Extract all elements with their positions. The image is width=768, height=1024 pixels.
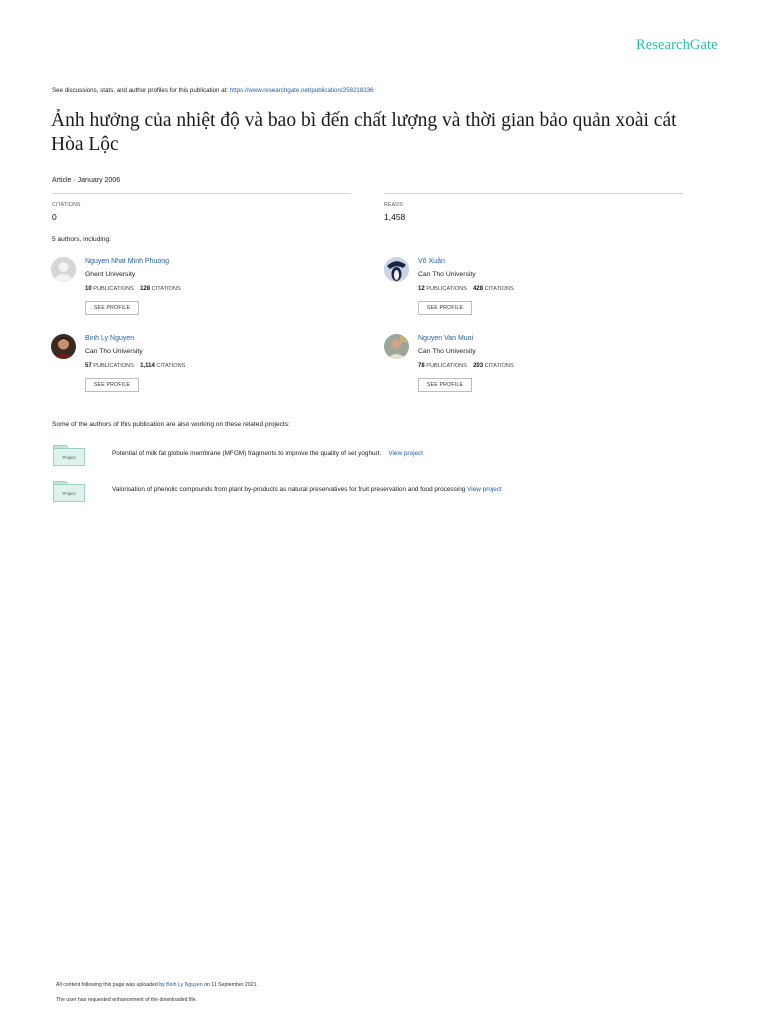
projects-heading: Some of the authors of this publication are also working on these related projects:	[52, 421, 290, 428]
citations-label: CITATIONS	[52, 202, 81, 208]
author-institution: Can Tho University	[418, 348, 476, 355]
see-profile-button[interactable]: SEE PROFILE	[85, 301, 139, 315]
divider-right	[384, 193, 683, 194]
author-institution: Ghent University	[85, 271, 136, 278]
upload-notice-suffix: on 11 September 2021.	[204, 982, 258, 988]
project-badge: Project	[53, 448, 85, 466]
article-meta: Article · January 2006	[52, 177, 121, 184]
project-title: Valorisation of phenolic compounds from plant by-products as natural preservatives for fruit preservation and food processing	[112, 486, 466, 493]
project-folder-icon	[53, 481, 85, 503]
citations-count: 428	[473, 286, 484, 292]
publications-label: PUBLICATIONS	[93, 286, 134, 292]
publications-label: PUBLICATIONS	[426, 363, 467, 369]
default-avatar-icon[interactable]	[51, 257, 76, 282]
see-profile-button[interactable]: SEE PROFILE	[85, 378, 139, 392]
publication-url-link[interactable]: https://www.researchgate.net/publication/258218336	[229, 87, 374, 94]
citations-label: CITATIONS	[484, 363, 514, 369]
author-name[interactable]: Nguyen Nhat Minh Phuong	[85, 258, 170, 265]
project-title: Potential of milk fat globule membrane (MFGM) fragments to improve the quality of set yoghurt.	[112, 450, 382, 457]
publications-count: 10	[85, 286, 92, 292]
project-folder-icon	[53, 445, 85, 467]
publications-count: 57	[85, 363, 92, 369]
author-stats	[85, 363, 185, 369]
project-text-line	[112, 486, 502, 493]
author-card	[51, 334, 351, 404]
view-project-link[interactable]: View project	[467, 486, 502, 493]
see-discussions-line	[52, 87, 374, 94]
see-discussions-text: See discussions, stats, and author profiles for this publication at:	[52, 87, 229, 94]
author-card	[384, 334, 684, 404]
author-institution: Can Tho University	[418, 271, 476, 278]
author-stats	[85, 286, 181, 292]
upload-notice-prefix: All content following this page was uploaded by	[56, 982, 165, 988]
view-project-link[interactable]: View project	[388, 450, 424, 457]
person-photo-avatar[interactable]	[51, 334, 76, 359]
author-name[interactable]: Võ Xuân	[418, 258, 445, 265]
person-photo-avatar[interactable]	[384, 334, 409, 359]
author-card	[384, 257, 684, 327]
author-name[interactable]: Nguyen Van Muoi	[418, 335, 474, 342]
citations-count: 128	[140, 286, 151, 292]
author-name[interactable]: Binh Ly Nguyen	[85, 335, 135, 342]
enhancement-notice: The user has requested enhancement of the downloaded file.	[56, 997, 198, 1003]
see-profile-button[interactable]: SEE PROFILE	[418, 301, 472, 315]
citations-label: CITATIONS	[151, 286, 181, 292]
citations-value: 0	[52, 212, 57, 222]
citations-label: CITATIONS	[156, 363, 186, 369]
publications-count: 12	[418, 286, 425, 292]
reads-label: READS	[384, 202, 403, 208]
project-badge: Project	[53, 484, 85, 502]
citations-count: 203	[473, 363, 484, 369]
publications-label: PUBLICATIONS	[93, 363, 134, 369]
publications-label: PUBLICATIONS	[426, 286, 467, 292]
author-institution: Can Tho University	[85, 348, 143, 355]
author-stats	[418, 363, 514, 369]
see-profile-button[interactable]: SEE PROFILE	[418, 378, 472, 392]
publication-title: Ảnh hưởng của nhiệt độ và bao bì đến chất lượng và thời gian bảo quản xoài cát Hòa Lộc	[51, 110, 677, 155]
uploader-link[interactable]: Binh Ly Nguyen	[166, 982, 203, 988]
author-card	[51, 257, 351, 327]
citations-label: CITATIONS	[484, 286, 514, 292]
project-text-line	[112, 450, 423, 457]
divider-left	[52, 193, 351, 194]
project-item	[53, 481, 693, 505]
publications-count: 78	[418, 363, 425, 369]
penguin-avatar-icon[interactable]	[384, 257, 409, 282]
citations-count: 1,114	[140, 363, 155, 369]
upload-notice	[56, 982, 258, 988]
author-stats	[418, 286, 514, 292]
project-item	[53, 445, 693, 469]
authors-heading: 5 authors, including:	[52, 236, 112, 243]
researchgate-logo[interactable]: ResearchGate	[636, 37, 718, 53]
reads-value: 1,458	[384, 212, 406, 222]
